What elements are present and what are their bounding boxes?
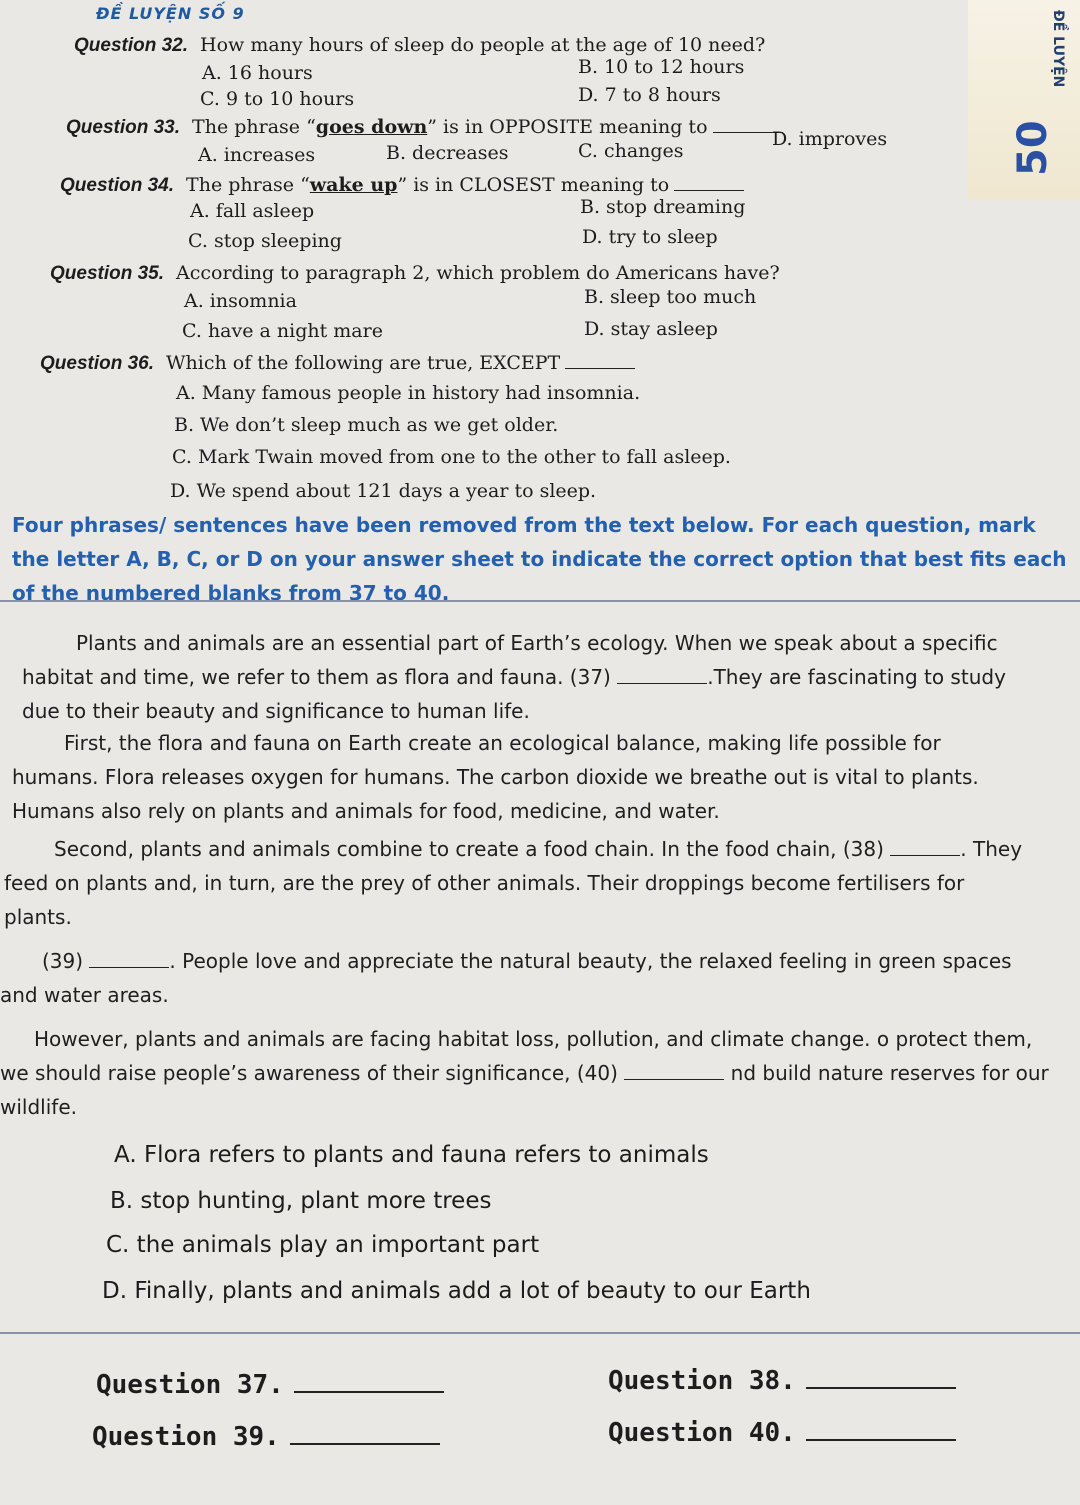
answer-label: Question 38.: [608, 1366, 796, 1396]
question-32: [74, 34, 765, 57]
blank-40: [624, 1065, 724, 1080]
exercise-header: ĐỀ LUYỆN SỐ 9: [96, 4, 245, 23]
answer-line: [806, 1367, 956, 1389]
option-b: B. sleep too much: [584, 286, 757, 308]
answer-40: [608, 1418, 956, 1448]
question-text-after: ” is in CLOSEST meaning to: [397, 174, 670, 196]
paragraph-text: . They feed on plants and, in turn, are the prey of other animals. Their droppings become fertilisers for plants.: [4, 837, 1023, 929]
option-d: D. try to sleep: [582, 226, 718, 248]
banner-text: ĐỀ LUYỆN: [1050, 10, 1066, 88]
section-instruction: Four phrases/ sentences have been removed from the text below. For each question, mark the letter A, B, C, or D on your answer sheet to indicate the correct option that best fits each of the numbered blanks from 37 to 40.: [12, 513, 1067, 605]
option-b: B. 10 to 12 hours: [578, 56, 745, 78]
paragraph-text: (39): [42, 949, 84, 973]
passage-option-a: A. Flora refers to plants and fauna refers to animals: [114, 1142, 709, 1168]
option-c: C. changes: [578, 140, 684, 162]
option-c: C. stop sleeping: [188, 230, 342, 252]
paragraph-text: .They are fascinating to study due to their beauty and significance to human life.: [22, 665, 1006, 723]
option-a: A. fall asleep: [190, 200, 315, 222]
question-number: Question 33.: [66, 117, 181, 138]
banner-number: 50: [1010, 120, 1056, 176]
option-a: A. insomnia: [184, 290, 297, 312]
question-35: [50, 262, 780, 285]
passage-paragraph-4: [0, 944, 1040, 1012]
blank-39: [89, 953, 169, 968]
answer-line: [806, 1419, 956, 1441]
passage-option-c: C. the animals play an important part: [106, 1232, 540, 1258]
option-c: C. have a night mare: [182, 320, 383, 342]
paragraph-text: . People love and appreciate the natural beauty, the relaxed feeling in green spaces and water areas.: [0, 949, 1012, 1007]
option-b: B. We don’t sleep much as we get older.: [174, 414, 559, 436]
question-36: [40, 352, 635, 375]
option-a: A. Many famous people in history had insomnia.: [176, 382, 641, 404]
blank-38: [890, 841, 960, 856]
option-b: B. decreases: [386, 142, 509, 164]
paragraph-text: However, plants and animals are facing habitat loss, pollution, and climate change. o protect them, we should raise people’s awareness of their significance, (40): [0, 1027, 1033, 1085]
answer-label: Question 37.: [96, 1370, 284, 1400]
question-number: Question 35.: [50, 263, 165, 284]
option-d: D. We spend about 121 days a year to sleep.: [170, 480, 597, 502]
option-c: C. Mark Twain moved from one to the other to fall asleep.: [172, 446, 731, 468]
question-text-before: The phrase “: [186, 174, 310, 196]
passage-option-b: B. stop hunting, plant more trees: [110, 1188, 492, 1214]
question-34: [60, 174, 744, 197]
paragraph-text: nd build nature reserves for our wildlife.: [0, 1061, 1049, 1119]
answer-blank: [565, 354, 635, 369]
option-a: A. increases: [198, 144, 316, 166]
blank-37: [617, 669, 707, 684]
option-b: B. stop dreaming: [580, 196, 746, 218]
answer-39: [92, 1422, 440, 1452]
answer-38: [608, 1366, 956, 1396]
question-text: According to paragraph 2, which problem do Americans have?: [176, 262, 780, 284]
passage-paragraph-3: [4, 832, 1034, 934]
option-d: D. improves: [772, 128, 888, 150]
book-side-banner: [968, 0, 1080, 200]
option-d: D. stay asleep: [584, 318, 718, 340]
question-number: Question 32.: [74, 35, 189, 56]
option-a: A. 16 hours: [202, 62, 313, 84]
answer-line: [290, 1423, 440, 1445]
question-number: Question 36.: [40, 353, 155, 374]
question-phrase: wake up: [309, 174, 398, 196]
answer-line: [294, 1371, 444, 1393]
passage-paragraph-2: First, the flora and fauna on Earth create an ecological balance, making life possible for humans. Flora releases oxygen for humans. The carbon dioxide we breathe out is vital to plants. Humans also rely on plants and animals for food, medicine, and water.: [12, 731, 979, 823]
question-33: [66, 116, 783, 139]
answer-label: Question 40.: [608, 1418, 796, 1448]
question-number: Question 34.: [60, 175, 175, 196]
paragraph-text: Second, plants and animals combine to create a food chain. In the food chain, (38): [54, 837, 884, 861]
question-text-after: ” is in OPPOSITE meaning to: [427, 116, 708, 138]
paragraph-text: Plants and animals are an essential part of Earth’s ecology. When we speak about a specific habitat and time, we refer to them as flora and fauna. (37): [22, 631, 998, 689]
answer-blank: [674, 176, 744, 191]
passage-paragraph-5: [0, 1022, 1050, 1124]
passage-option-d: D. Finally, plants and animals add a lot of beauty to our Earth: [102, 1278, 811, 1304]
answer-37: [96, 1370, 444, 1400]
question-phrase: goes down: [315, 116, 428, 138]
passage-paragraph-1: [22, 626, 1012, 728]
answer-label: Question 39.: [92, 1422, 280, 1452]
question-text: How many hours of sleep do people at the age of 10 need?: [200, 34, 766, 56]
option-d: D. 7 to 8 hours: [578, 84, 721, 106]
question-text-before: The phrase “: [192, 116, 316, 138]
option-c: C. 9 to 10 hours: [200, 88, 355, 110]
question-text: Which of the following are true, EXCEPT: [166, 352, 561, 374]
